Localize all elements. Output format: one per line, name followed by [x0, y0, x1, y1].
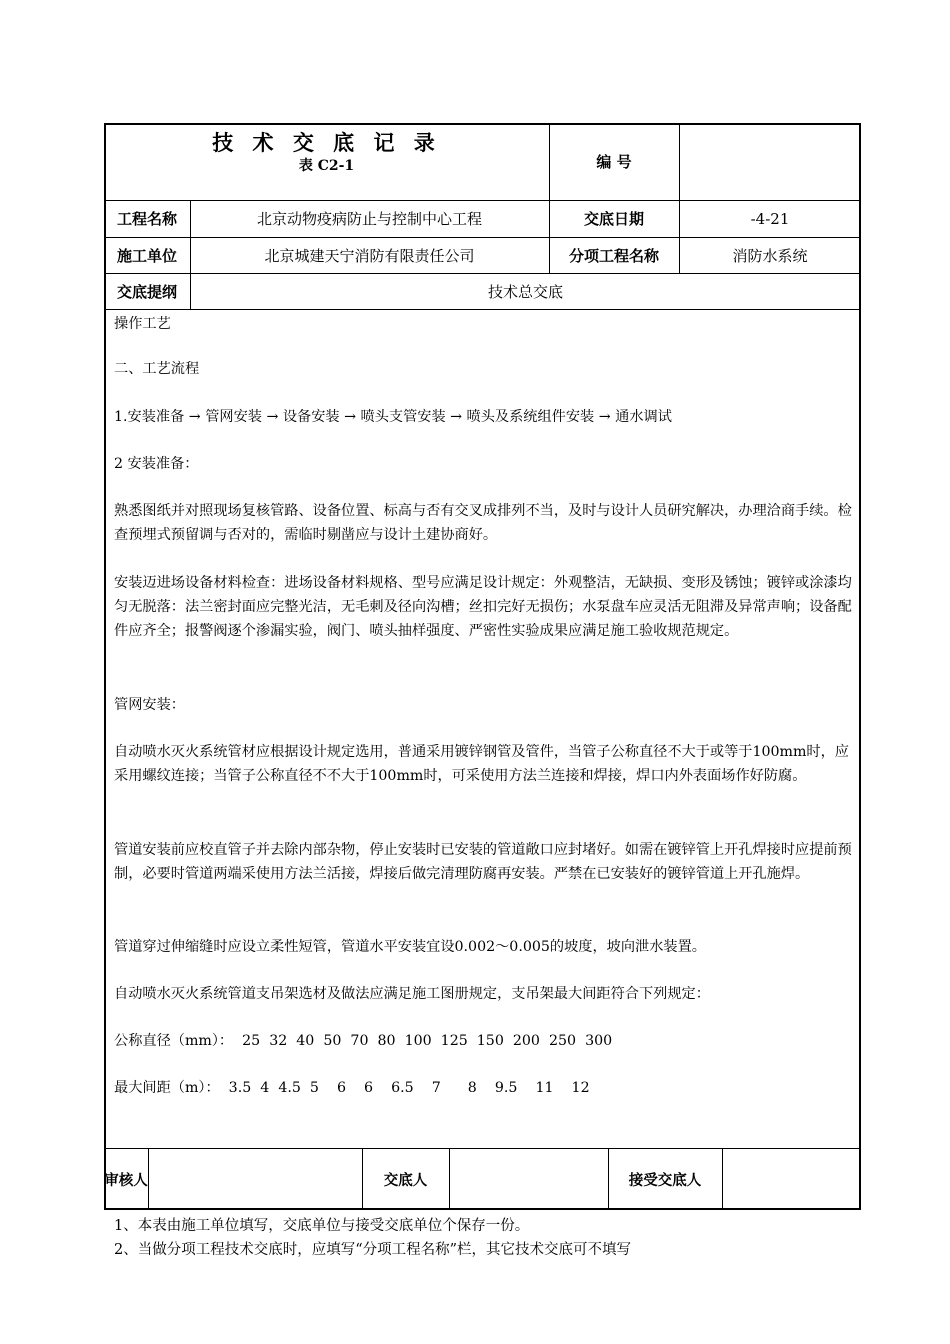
footnote: 2、当做分项工程技术交底时，应填写“分项工程名称”栏，其它技术交底可不填写	[114, 1242, 632, 1258]
reviewer-label: 审核人	[104, 1172, 148, 1189]
project-name: 北京动物疫病防止与控制中心工程	[256, 210, 482, 228]
receiver-value	[722, 1148, 861, 1210]
subproject-name: 消防水系统	[732, 246, 808, 265]
content-line: 操作工艺	[114, 316, 171, 332]
content-paragraph: 管道安装前应校直管子并去除内部杂物，停止安装时已安装的管道敞口应封堵好。如需在镀锌管上开孔焊接时应提前预制，必要时管道两端采使用方法兰活接，焊接后做完清理防腐再安装。严禁在已安装好的镀锌管道上开孔施焊。	[114, 842, 852, 882]
content-paragraph: 安装迈进场设备材料检查：进场设备材料规格、型号应满足设计规定：外观整洁，无缺损、变形及锈蚀；镀锌或涂漆均匀无脱落：法兰密封面应完整光洁，无毛刺及径向沟槽；丝扣完好无损伤；水泵盘车应灵活无阻滞及异常声响；设备配件应齐全；报警阀逐个渗漏实验，阀门、喷头抽样强度、严密性实验成果应满足施工验收规范规定。	[114, 575, 852, 639]
discloser-value	[449, 1148, 608, 1210]
receiver-label: 接受交底人	[628, 1172, 702, 1189]
content-paragraph: 熟悉图纸并对照现场复核管路、设备位置、标高与否有交叉成排列不当，及时与设计人员研究解决，办理洽商手续。检查预埋式预留调与否对的，需临时剔凿应与设计土建协商好。	[114, 503, 852, 543]
content-line: 2 安装准备：	[114, 456, 199, 472]
outline-value: 技术总交底	[487, 282, 563, 301]
content-line: 二、工艺流程	[114, 361, 200, 377]
outline-label: 交底提纲	[116, 282, 177, 301]
diameter-row: 公称直径（mm）： 25 32 40 50 70 80 100 125 150 200 250 300	[114, 1033, 613, 1049]
content-line: 管道穿过伸缩缝时应设立柔性短管，管道水平安装宜设0.002～0.005的坡度，坡向泄水装置。	[114, 939, 706, 955]
footnote: 1、本表由施工单位填写，交底单位与接受交底单位个保存一份。	[114, 1218, 530, 1234]
reviewer-value	[148, 1148, 362, 1210]
date-label: 交底日期	[583, 210, 644, 228]
document-title: 技 术 交 底 记 录	[212, 131, 441, 155]
number-label: 编 号	[596, 153, 632, 171]
number-value	[679, 123, 861, 200]
subproject-label: 分项工程名称	[568, 246, 659, 265]
project-name-label: 工程名称	[116, 210, 177, 228]
discloser-label: 交底人	[383, 1172, 428, 1189]
content-line: 自动喷水灭火系统管道支吊架选材及做法应满足施工图册规定，支吊架最大间距符合下列规定：	[114, 986, 710, 1002]
row-divider	[104, 309, 861, 310]
construction-unit: 北京城建天宁消防有限责任公司	[264, 246, 475, 265]
unit-label: 施工单位	[116, 246, 177, 265]
spacing-row: 最大间距（m）： 3.5 4 4.5 5 6 6 6.5 7 8 9.5 11 12	[114, 1080, 590, 1096]
content-paragraph: 自动喷水灭火系统管材应根据设计规定选用，普通采用镀锌钢管及管件，当管子公称直径不大于或等于100mm时，应采用螺纹连接；当管子公称直径不不大于100mm时，可采使用方法兰连接和焊接，焊口内外表面场作好防腐。	[114, 744, 849, 784]
content-line: 管网安装：	[114, 697, 185, 713]
process-flow: 1.安装准备 → 管网安装 → 设备安装 → 喷头支管安装 → 喷头及系统组件安装 → 通水调试	[114, 409, 672, 425]
disclosure-date: -4-21	[750, 209, 790, 228]
form-code: 表 C2-1	[298, 158, 355, 174]
